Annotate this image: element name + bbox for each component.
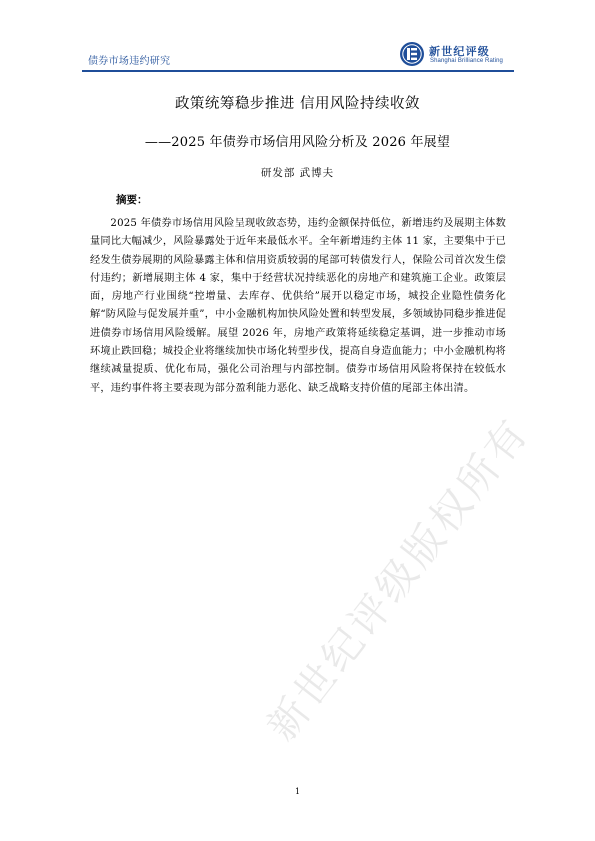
company-logo — [399, 41, 519, 69]
author-line: 研发部 武博夫 — [260, 167, 335, 179]
logo-chinese-name: 新世纪评级 — [429, 45, 490, 58]
page-number: 1 — [294, 787, 301, 796]
abstract-heading: 摘要： — [116, 194, 148, 206]
watermark-container — [205, 388, 565, 748]
running-header-title: 债券市场违约研究 — [88, 56, 171, 67]
logo-emblem-icon — [399, 41, 425, 67]
document-title: 政策统筹稳步推进 信用风险持续收敛 — [174, 96, 421, 112]
abstract-paragraph: 2025 年债券市场信用风险呈现收敛态势，违约金额保持低位，新增违约及展期主体数量同比大幅减少，风险暴露处于近年来最低水平。全年新增违约主体 11 家，主要集中于已经发生债券展期的风险暴露主体和信用资质较弱的尾部可转债发行人，保险公司首次发生偿付违约；新增展期主体 4 家，集中于经营状况持续恶化的房地产和建筑施工企业。政策层面，房地产行业围绕“控增量、去库存、优供给”展开以稳定市场，城投企业隐性债务化解“防风险与促发展并重”，中小金融机构加快风险处置和转型发展，多领域协同稳步推进促进债券市场信用风险缓解。展望 2026 年，房地产政策将延续稳定基调，进一步推动市场环境止跌回稳；城投企业将继续加快市场化转型步伐，提高自身造血能力；中小金融机构将继续减量提质、优化布局，强化公司治理与内部控制。债券市场信用风险将保持在较低水平，违约事件将主要表现为部分盈利能力恶化、缺乏战略支持价值的尾部主体出清。 — [90, 218, 506, 394]
copyright-watermark: 新世纪评级版权所有 — [258, 409, 539, 750]
header-divider — [82, 70, 514, 72]
logo-english-name: Shanghai Brilliance Rating — [430, 58, 503, 64]
document-subtitle: ——2025 年债券市场信用风险分析及 2026 年展望 — [144, 135, 451, 150]
